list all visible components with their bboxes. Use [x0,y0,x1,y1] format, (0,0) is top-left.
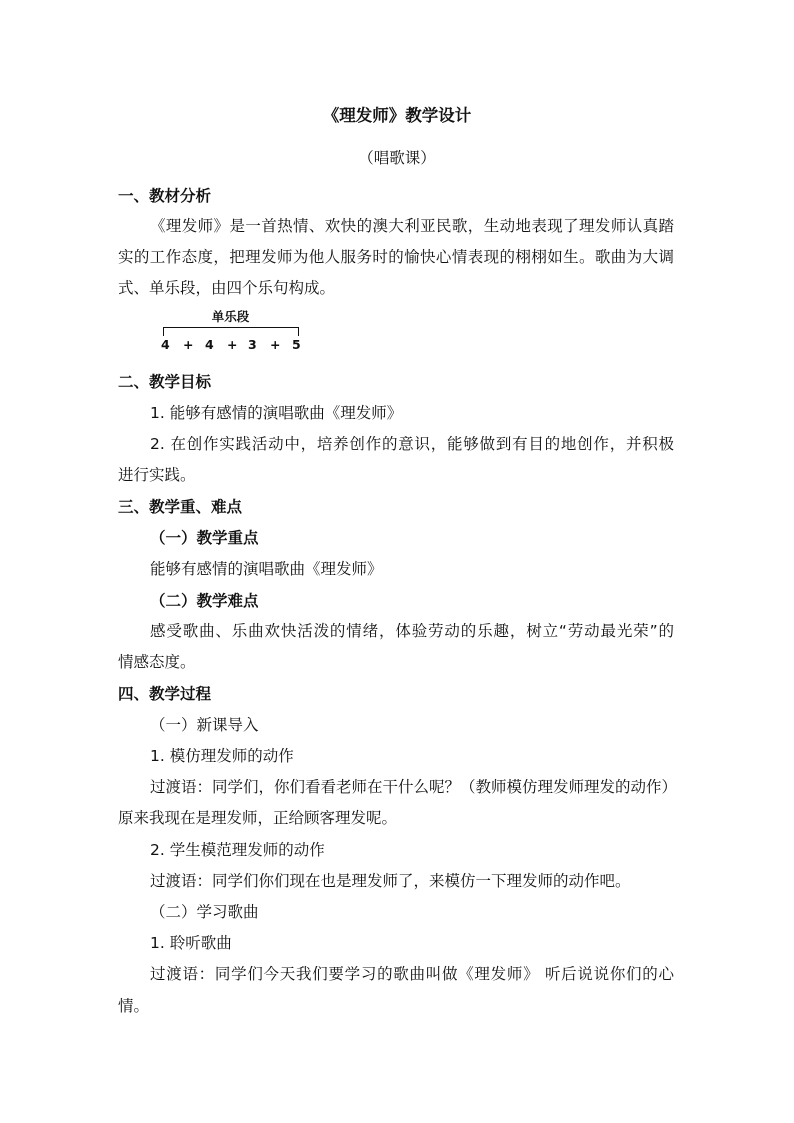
paragraph-line: 原来我现在是理发师，正给顾客理发呢。 [118,809,398,827]
paragraph-line: 式、单乐段，由四个乐句构成。 [118,279,336,297]
diagram-plus: + [183,337,194,352]
diagram-number: 4 [161,337,170,352]
diagram-number: 4 [205,337,214,352]
paragraph-line: 《理发师》是一首热情、欢快的澳大利亚民歌，生动地表现了理发师认真踏 [150,217,674,235]
diagram-plus: + [270,337,281,352]
document-subtitle: （唱歌课） [358,149,436,167]
phrase-structure-diagram [158,310,308,356]
diagram-label: 单乐段 [211,309,250,324]
paragraph-line: 情感态度。 [118,653,196,671]
subheading: （二）教学难点 [150,592,259,610]
paragraph-line: 过渡语：同学们你们现在也是理发师了，来模仿一下理发师的动作吧。 [150,872,631,890]
paragraph-line: 情。 [118,997,150,1015]
step-title: 2. 学生模范理发师的动作 [150,841,325,859]
subheading: （一）新课导入 [150,716,259,734]
diagram-bracket [163,327,299,336]
paragraph-line: 过渡语：同学们，你们看看老师在干什么呢？（教师模仿理发师理发的动作） [150,778,678,796]
paragraph-line: 感受歌曲、乐曲欢快活泼的情绪，体验劳动的乐趣，树立“劳动最光荣”的 [150,622,674,640]
diagram-plus: + [227,337,238,352]
paragraph-line: 实的工作态度，把理发师为他人服务时的愉快心情表现的栩栩如生。歌曲为大调 [118,248,674,266]
section-heading-4: 四、教学过程 [118,685,212,703]
step-title: 1. 模仿理发师的动作 [150,747,294,765]
step-title: 1. 聆听歌曲 [150,934,232,952]
subheading: （一）教学重点 [150,529,259,547]
objective-item: 2. 在创作实践活动中，培养创作的意识，能够做到有目的地创作，并积极 [150,435,674,453]
objective-item: 1. 能够有感情的演唱歌曲《理发师》 [150,404,403,422]
diagram-number: 3 [248,337,257,352]
subheading: （二）学习歌曲 [150,903,259,921]
document-title: 《理发师》教学设计 [322,106,472,125]
paragraph-line: 能够有感情的演唱歌曲《理发师》 [150,560,383,578]
objective-item-continued: 进行实践。 [118,466,196,484]
paragraph-line: 过渡语：同学们今天我们要学习的歌曲叫做《理发师》 听后说说你们的心 [150,965,674,983]
section-heading-1: 一、教材分析 [118,187,212,205]
section-heading-2: 二、教学目标 [118,373,212,391]
diagram-number: 5 [292,337,301,352]
section-heading-3: 三、教学重、难点 [118,498,243,516]
